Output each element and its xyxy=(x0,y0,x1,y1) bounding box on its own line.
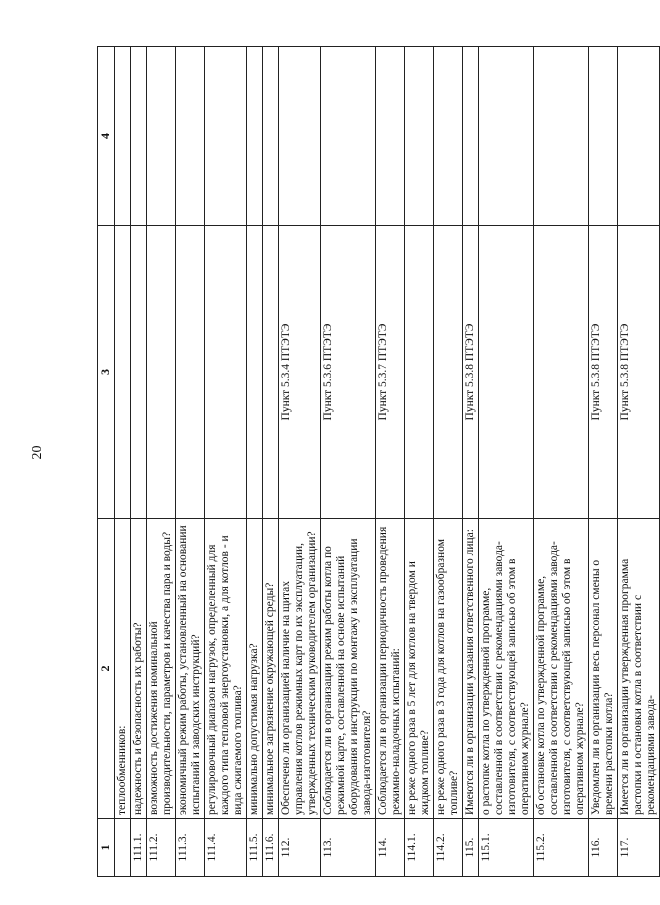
item-number: 115. xyxy=(463,819,479,877)
answer-cell xyxy=(263,47,279,226)
item-number: 114.2. xyxy=(434,819,463,877)
header-row xyxy=(98,47,115,877)
question-text: Соблюдается ли в организации режим работы котла по режимной карте, составленной на основе испытаний оборудования и инструкции по монтажу и эксплуатации завода-изготовителя? xyxy=(321,519,376,819)
question-text: надежность и безопасность их работы? xyxy=(131,519,147,819)
table-row xyxy=(263,47,279,877)
item-number xyxy=(115,819,131,877)
checklist-table xyxy=(97,46,660,877)
table-row xyxy=(247,47,263,877)
question-text: об остановке котла по утвержденной программе, составленной в соответствии с рекомендациями завода-изготовителя, с соответствующей записью об этом в оперативном журнале? xyxy=(534,519,589,819)
question-text: Уведомлен ли в организации весь персонал смены о времени растопки котла? xyxy=(589,519,618,819)
question-text: минимально допустимая нагрузка? xyxy=(247,519,263,819)
question-text: экономичный режим работы, установленный на основании испытаний и заводских инструкций? xyxy=(176,519,205,819)
reference xyxy=(434,226,463,519)
reference: Пункт 5.3.8 ПТЭТЭ xyxy=(463,226,479,519)
answer-cell xyxy=(147,47,176,226)
item-number: 112. xyxy=(279,819,321,877)
column-header: 2 xyxy=(98,519,115,819)
question-text: регулировочный диапазон нагрузок, определенный для каждого типа тепловой энергоустановки, а для котлов - и вида сжигаемого топлива? xyxy=(205,519,247,819)
column-header: 3 xyxy=(98,226,115,519)
item-number: 115.1. xyxy=(479,819,534,877)
item-number: 111.2. xyxy=(147,819,176,877)
item-number: 114. xyxy=(376,819,405,877)
reference: Пункт 5.3.8 ПТЭТЭ xyxy=(589,226,618,519)
table-row xyxy=(147,47,176,877)
answer-cell xyxy=(321,47,376,226)
question-text: Имеется ли в организации утвержденная программа растопки и остановки котла в соответствии с рекомендациями завода- xyxy=(618,519,660,819)
answer-cell xyxy=(279,47,321,226)
reference: Пункт 5.3.4 ПТЭТЭ xyxy=(279,226,321,519)
answer-cell xyxy=(405,47,434,226)
page-number: 20 xyxy=(30,445,45,460)
item-number: 111.3. xyxy=(176,819,205,877)
answer-cell xyxy=(176,47,205,226)
answer-cell xyxy=(589,47,618,226)
item-number: 113. xyxy=(321,819,376,877)
table-row xyxy=(618,47,660,877)
question-text: Обеспечено ли организацией наличие на щитах управления котлов режимных карт по их эксплуатации, утвержденных техническим руководителем организации? xyxy=(279,519,321,819)
answer-cell xyxy=(131,47,147,226)
table-row xyxy=(321,47,376,877)
table-row xyxy=(405,47,434,877)
answer-cell xyxy=(479,47,534,226)
table-row xyxy=(376,47,405,877)
table-row xyxy=(176,47,205,877)
column-header: 1 xyxy=(98,819,115,877)
item-number: 111.6. xyxy=(263,819,279,877)
table-row xyxy=(115,47,131,877)
reference xyxy=(176,226,205,519)
table-row xyxy=(589,47,618,877)
table-row xyxy=(434,47,463,877)
answer-cell xyxy=(463,47,479,226)
question-text: минимальное загрязнение окружающей среды? xyxy=(263,519,279,819)
reference: Пункт 5.3.6 ПТЭТЭ xyxy=(321,226,376,519)
reference xyxy=(405,226,434,519)
reference xyxy=(263,226,279,519)
question-text: Соблюдается ли в организации периодичность проведения режимно-наладочных испытаний: xyxy=(376,519,405,819)
question-text: возможность достижения номинальной производительности, параметров и качества пара и воды? xyxy=(147,519,176,819)
table-row xyxy=(131,47,147,877)
column-header: 4 xyxy=(98,47,115,226)
reference xyxy=(115,226,131,519)
item-number: 111.1. xyxy=(131,819,147,877)
item-number: 114.1. xyxy=(405,819,434,877)
table-row xyxy=(463,47,479,877)
item-number: 116. xyxy=(589,819,618,877)
reference xyxy=(534,226,589,519)
answer-cell xyxy=(434,47,463,226)
answer-cell xyxy=(534,47,589,226)
reference xyxy=(479,226,534,519)
item-number: 111.4. xyxy=(205,819,247,877)
reference xyxy=(131,226,147,519)
table-row xyxy=(279,47,321,877)
answer-cell xyxy=(115,47,131,226)
reference: Пункт 5.3.8 ПТЭТЭ xyxy=(618,226,660,519)
table-row xyxy=(534,47,589,877)
answer-cell xyxy=(205,47,247,226)
question-text: о растопке котла по утвержденной программе, составленной в соответствии с рекомендациями завода-изготовителя, с соответствующей записью об этом в оперативном журнале? xyxy=(479,519,534,819)
item-number: 115.2. xyxy=(534,819,589,877)
reference xyxy=(147,226,176,519)
question-text: теплообменников: xyxy=(115,519,131,819)
item-number: 117. xyxy=(618,819,660,877)
item-number: 111.5. xyxy=(247,819,263,877)
answer-cell xyxy=(376,47,405,226)
table-row xyxy=(205,47,247,877)
table-row xyxy=(479,47,534,877)
answer-cell xyxy=(618,47,660,226)
question-text: не реже одного раза в 3 года для котлов на газообразном топливе? xyxy=(434,519,463,819)
reference xyxy=(205,226,247,519)
question-text: не реже одного раза в 5 лет для котлов на твердом и жидком топливе? xyxy=(405,519,434,819)
reference xyxy=(247,226,263,519)
reference: Пункт 5.3.7 ПТЭТЭ xyxy=(376,226,405,519)
question-text: Имеются ли в организации указания ответственного лица: xyxy=(463,519,479,819)
answer-cell xyxy=(247,47,263,226)
